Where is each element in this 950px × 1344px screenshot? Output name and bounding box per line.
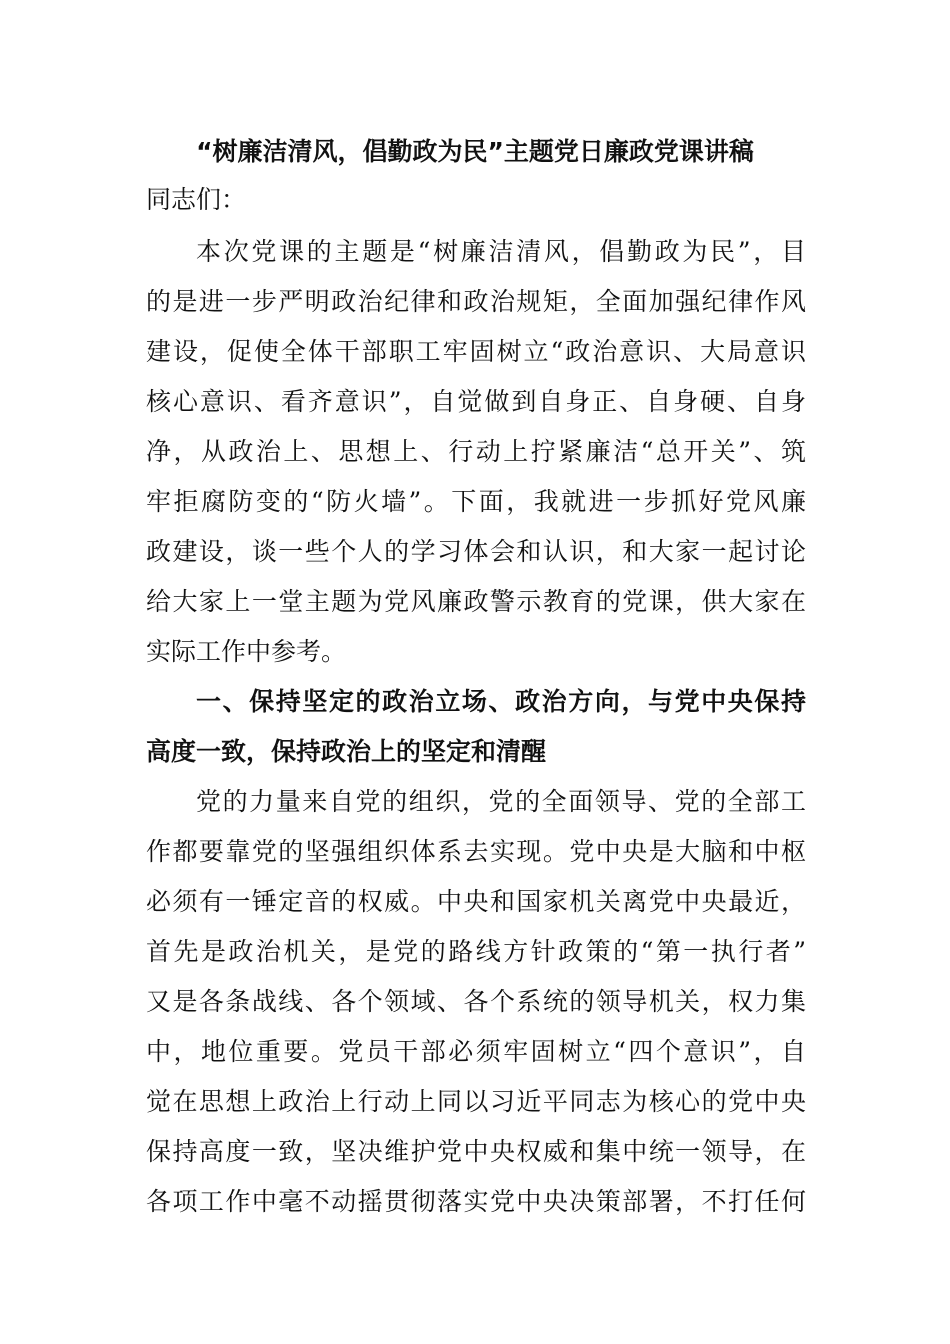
section-line: 党的力量来自党的组织，党的全面领导、党的全部工 [196,787,806,816]
document-title: “树廉洁清风，倡勤政为民”主题党日廉政党课讲稿 [196,137,754,166]
section-line: 保持高度一致，坚决维护党中央权威和集中统一领导，在 [146,1137,806,1166]
intro-line: 净，从政治上、思想上、行动上拧紧廉洁“总开关”、筑 [146,437,806,466]
section-heading: 一、保持坚定的政治立场、政治方向，与党中央保持 [196,687,806,716]
section-line: 中，地位重要。党员干部必须牢固树立“四个意识”，自 [146,1037,806,1066]
salutation: 同志们： [146,185,247,214]
section-line: 各项工作中毫不动摇贯彻落实党中央决策部署，不打任何 [146,1187,806,1216]
intro-line: 核心意识、看齐意识”，自觉做到自身正、自身硬、自身 [146,387,806,416]
intro-line: 建设，促使全体干部职工牢固树立“政治意识、大局意识 [146,337,806,366]
section-line: 又是各条战线、各个领域、各个系统的领导机关，权力集 [146,987,806,1016]
section-line: 必须有一锤定音的权威。中央和国家机关离党中央最近， [146,887,806,916]
intro-line: 给大家上一堂主题为党风廉政警示教育的党课，供大家在 [146,587,806,616]
intro-line: 牢拒腐防变的“防火墙”。下面，我就进一步抓好党风廉 [146,487,806,516]
section-line: 觉在思想上政治上行动上同以习近平同志为核心的党中央 [146,1087,806,1116]
intro-line: 政建设，谈一些个人的学习体会和认识，和大家一起讨论 [146,537,806,566]
section-heading: 高度一致，保持政治上的坚定和清醒 [146,737,547,766]
intro-line: 的是进一步严明政治纪律和政治规矩，全面加强纪律作风 [146,287,806,316]
intro-line: 本次党课的主题是“树廉洁清风，倡勤政为民”，目 [196,237,806,266]
intro-line: 实际工作中参考。 [146,637,347,666]
section-line: 首先是政治机关，是党的路线方针政策的“第一执行者” [146,937,806,966]
section-line: 作都要靠党的坚强组织体系去实现。党中央是大脑和中枢 [146,837,806,866]
